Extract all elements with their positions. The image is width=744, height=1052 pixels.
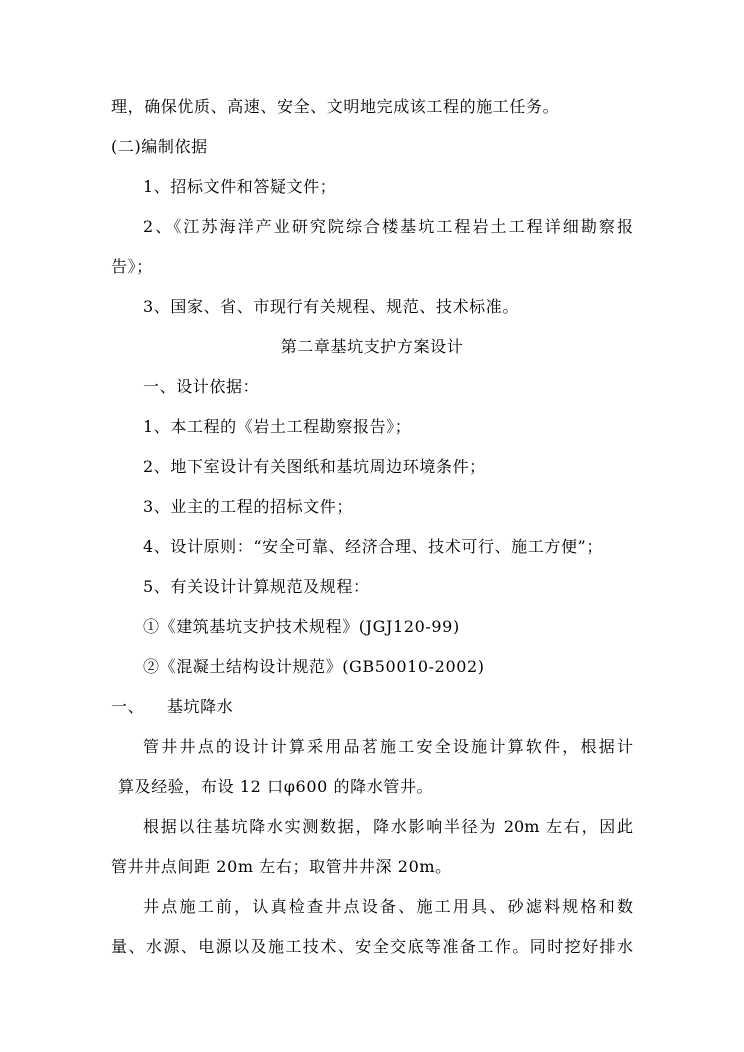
section-heading: (二)编制依据 bbox=[111, 137, 208, 156]
list-item: 2、《江苏海洋产业研究院综合楼基坑工程岩土工程详细勘察报 bbox=[143, 217, 633, 236]
list-item: 4、设计原则：“安全可靠、经济合理、技术可行、施工方便”； bbox=[143, 537, 603, 556]
list-item: 3、国家、省、市现行有关规程、规范、技术标准。 bbox=[143, 297, 519, 316]
list-item-continuation: 告》； bbox=[111, 257, 153, 276]
paragraph-line: 算及经验，布设 12 口φ600 的降水管井。 bbox=[118, 777, 434, 796]
paragraph-line: 根据以往基坑降水实测数据，降水影响半径为 20m 左右，因此 bbox=[143, 817, 633, 836]
list-item: 5、有关设计计算规范及规程： bbox=[143, 577, 370, 596]
list-item: ①《建筑基坑支护技术规程》(JGJ120-99) bbox=[143, 617, 460, 636]
list-item: 2、地下室设计有关图纸和基坑周边环境条件； bbox=[143, 457, 486, 476]
list-item: 1、招标文件和答疑文件； bbox=[143, 177, 337, 196]
paragraph-line: 管井井点间距 20m 左右；取管井井深 20m。 bbox=[111, 857, 452, 876]
paragraph-line: 量、水源、电源以及施工技术、安全交底等准备工作。同时挖好排水 bbox=[111, 937, 633, 956]
chapter-title: 第二章基坑支护方案设计 bbox=[280, 337, 464, 356]
list-item: 1、本工程的《岩土工程勘察报告》； bbox=[143, 417, 412, 436]
section-heading: 一、设计依据： bbox=[143, 377, 260, 396]
paragraph-line: 管井井点的设计计算采用品茗施工安全设施计算软件，根据计 bbox=[143, 737, 633, 756]
paragraph-line: 井点施工前，认真检查井点设备、施工用具、砂滤料规格和数 bbox=[143, 897, 633, 916]
list-item: ②《混凝土结构设计规范》(GB50010-2002) bbox=[143, 657, 485, 676]
section-heading: 一、 基坑降水 bbox=[111, 697, 234, 716]
list-item: 3、业主的工程的招标文件； bbox=[143, 497, 353, 516]
paragraph-line: 理，确保优质、高速、安全、文明地完成该工程的施工任务。 bbox=[111, 97, 560, 116]
